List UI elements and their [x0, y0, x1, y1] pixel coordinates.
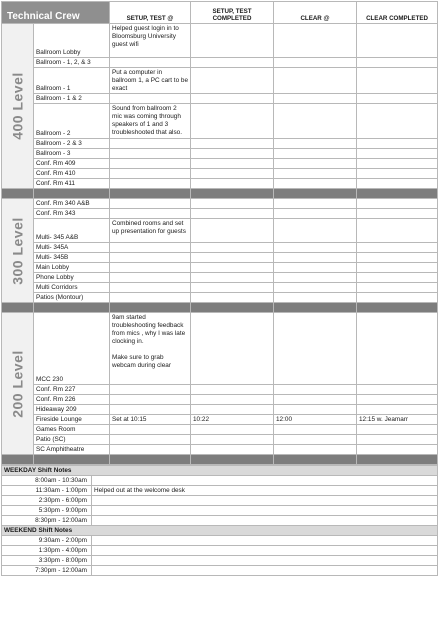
- setup-completed-cell[interactable]: [191, 293, 274, 303]
- col-header-setup-completed: SETUP, TEST COMPLETED: [191, 2, 274, 24]
- clear-completed-cell[interactable]: [357, 405, 438, 415]
- location-row: [2, 283, 438, 293]
- location-row: [2, 313, 438, 385]
- separator-cell: [2, 455, 34, 465]
- location-row: [2, 179, 438, 189]
- location-name: Conf. Rm 409: [34, 159, 110, 169]
- location-name: Conf. Rm 227: [34, 385, 110, 395]
- setup-completed-cell[interactable]: [191, 219, 274, 243]
- shift-note-cell[interactable]: [92, 476, 438, 486]
- setup-note-cell[interactable]: [110, 283, 191, 293]
- setup-note-cell[interactable]: Sound from ballroom 2 mic was coming through speakers of 1 and 3 troubleshooted that also.: [110, 104, 191, 139]
- shift-note-cell[interactable]: [92, 566, 438, 576]
- clear-cell[interactable]: [274, 94, 357, 104]
- shift-notes-table: [1, 465, 438, 576]
- setup-completed-cell[interactable]: [191, 385, 274, 395]
- clear-completed-cell[interactable]: [357, 219, 438, 243]
- location-row: [2, 385, 438, 395]
- shift-note-cell[interactable]: [92, 546, 438, 556]
- location-name: Patios (Montour): [34, 293, 110, 303]
- location-row: [2, 169, 438, 179]
- shift-row: [2, 486, 438, 496]
- clear-cell[interactable]: [274, 179, 357, 189]
- location-name: Conf. Rm 343: [34, 209, 110, 219]
- location-name: Conf. Rm 340 A&B: [34, 199, 110, 209]
- separator-cell: [110, 189, 191, 199]
- setup-completed-cell[interactable]: [191, 58, 274, 68]
- setup-completed-cell[interactable]: [191, 395, 274, 405]
- location-row: [2, 149, 438, 159]
- setup-note-cell[interactable]: [110, 149, 191, 159]
- setup-completed-cell[interactable]: [191, 445, 274, 455]
- clear-completed-cell[interactable]: [357, 435, 438, 445]
- separator-cell: [2, 189, 34, 199]
- location-name: Ballroom - 1 & 2: [34, 94, 110, 104]
- clear-completed-cell[interactable]: [357, 445, 438, 455]
- clear-cell[interactable]: [274, 199, 357, 209]
- sheet-title: Technical Crew: [2, 2, 110, 24]
- location-name: Ballroom - 1: [34, 68, 110, 94]
- setup-completed-cell[interactable]: 10:22: [191, 415, 274, 425]
- clear-completed-cell[interactable]: [357, 209, 438, 219]
- weekend-shift-title: WEEKEND Shift Notes: [2, 526, 438, 536]
- location-row: [2, 395, 438, 405]
- level-separator: [2, 189, 438, 199]
- shift-row: [2, 516, 438, 526]
- separator-cell: [274, 455, 357, 465]
- separator-cell: [2, 303, 34, 313]
- setup-note-cell[interactable]: [110, 199, 191, 209]
- clear-cell[interactable]: [274, 445, 357, 455]
- separator-cell: [357, 455, 438, 465]
- location-row: [2, 219, 438, 243]
- shift-row: [2, 566, 438, 576]
- clear-cell[interactable]: [274, 104, 357, 139]
- crew-table: [1, 1, 438, 465]
- setup-note-cell[interactable]: [110, 209, 191, 219]
- separator-cell: [357, 303, 438, 313]
- setup-note-cell[interactable]: [110, 159, 191, 169]
- clear-cell[interactable]: [274, 24, 357, 58]
- clear-completed-cell[interactable]: [357, 179, 438, 189]
- setup-note-cell[interactable]: [110, 243, 191, 253]
- shift-row: [2, 536, 438, 546]
- setup-completed-cell[interactable]: [191, 199, 274, 209]
- clear-cell[interactable]: [274, 169, 357, 179]
- clear-cell[interactable]: [274, 263, 357, 273]
- location-name: SC Amphitheatre: [34, 445, 110, 455]
- setup-note-cell[interactable]: [110, 94, 191, 104]
- clear-cell[interactable]: [274, 219, 357, 243]
- clear-cell[interactable]: [274, 293, 357, 303]
- clear-completed-cell[interactable]: [357, 24, 438, 58]
- clear-cell[interactable]: [274, 425, 357, 435]
- location-name: Main Lobby: [34, 263, 110, 273]
- header-row: [2, 2, 438, 24]
- setup-note-cell[interactable]: [110, 425, 191, 435]
- clear-cell[interactable]: [274, 385, 357, 395]
- setup-completed-cell[interactable]: [191, 243, 274, 253]
- separator-cell: [274, 303, 357, 313]
- setup-note-cell[interactable]: [110, 273, 191, 283]
- location-name: Ballroom - 1, 2, & 3: [34, 58, 110, 68]
- clear-completed-cell[interactable]: [357, 253, 438, 263]
- clear-cell[interactable]: [274, 58, 357, 68]
- clear-completed-cell[interactable]: [357, 283, 438, 293]
- location-row: [2, 159, 438, 169]
- weekday-shift-header: [2, 466, 438, 476]
- setup-note-cell[interactable]: [110, 263, 191, 273]
- setup-completed-cell[interactable]: [191, 405, 274, 415]
- clear-completed-cell[interactable]: [357, 293, 438, 303]
- location-row: [2, 293, 438, 303]
- setup-completed-cell[interactable]: [191, 313, 274, 385]
- shift-time: 2:30pm - 6:00pm: [2, 496, 92, 506]
- location-row: [2, 24, 438, 58]
- shift-note-cell[interactable]: [92, 536, 438, 546]
- level-label-cell: [2, 199, 34, 303]
- separator-cell: [34, 303, 110, 313]
- separator-cell: [191, 189, 274, 199]
- setup-note-cell[interactable]: [110, 179, 191, 189]
- separator-cell: [191, 303, 274, 313]
- clear-completed-cell[interactable]: 12:15 w. Jeamarr: [357, 415, 438, 425]
- setup-completed-cell[interactable]: [191, 425, 274, 435]
- shift-row: [2, 476, 438, 486]
- clear-cell[interactable]: [274, 405, 357, 415]
- clear-completed-cell[interactable]: [357, 68, 438, 94]
- location-row: [2, 253, 438, 263]
- location-name: Conf. Rm 226: [34, 395, 110, 405]
- level-label: 400 Level: [8, 72, 25, 140]
- location-row: [2, 139, 438, 149]
- clear-cell[interactable]: [274, 243, 357, 253]
- clear-completed-cell[interactable]: [357, 425, 438, 435]
- separator-cell: [274, 189, 357, 199]
- setup-completed-cell[interactable]: [191, 94, 274, 104]
- shift-note-cell[interactable]: [92, 496, 438, 506]
- clear-cell[interactable]: [274, 209, 357, 219]
- setup-completed-cell[interactable]: [191, 283, 274, 293]
- setup-note-cell[interactable]: [110, 385, 191, 395]
- location-name: Multi Corridors: [34, 283, 110, 293]
- shift-note-cell[interactable]: Helped out at the welcome desk: [92, 486, 438, 496]
- clear-completed-cell[interactable]: [357, 149, 438, 159]
- shift-note-cell[interactable]: [92, 506, 438, 516]
- clear-completed-cell[interactable]: [357, 94, 438, 104]
- location-row: [2, 68, 438, 94]
- clear-cell[interactable]: [274, 273, 357, 283]
- setup-completed-cell[interactable]: [191, 209, 274, 219]
- weekend-shift-header: [2, 526, 438, 536]
- separator-cell: [110, 303, 191, 313]
- setup-note-cell[interactable]: 9am started troubleshooting feedback from mics , why I was late clocking in. Make sure to grab webcam during clear: [110, 313, 191, 385]
- setup-note-cell[interactable]: [110, 169, 191, 179]
- separator-cell: [34, 189, 110, 199]
- shift-time: 3:30pm - 8:00pm: [2, 556, 92, 566]
- shift-note-cell[interactable]: [92, 556, 438, 566]
- clear-completed-cell[interactable]: [357, 263, 438, 273]
- clear-completed-cell[interactable]: [357, 385, 438, 395]
- clear-completed-cell[interactable]: [357, 313, 438, 385]
- setup-note-cell[interactable]: Helped guest login in to Bloomsburg University guest wifi: [110, 24, 191, 58]
- clear-completed-cell[interactable]: [357, 159, 438, 169]
- location-name: Conf. Rm 411: [34, 179, 110, 189]
- level-separator: [2, 455, 438, 465]
- setup-completed-cell[interactable]: [191, 263, 274, 273]
- clear-cell[interactable]: [274, 149, 357, 159]
- location-row: [2, 94, 438, 104]
- clear-cell[interactable]: [274, 313, 357, 385]
- location-name: Games Room: [34, 425, 110, 435]
- shift-row: [2, 546, 438, 556]
- location-row: [2, 273, 438, 283]
- location-row: [2, 199, 438, 209]
- setup-completed-cell[interactable]: [191, 253, 274, 263]
- shift-time: 9:30am - 2:00pm: [2, 536, 92, 546]
- clear-completed-cell[interactable]: [357, 58, 438, 68]
- location-name: Ballroom - 3: [34, 149, 110, 159]
- shift-time: 7:30pm - 12:00am: [2, 566, 92, 576]
- location-name: Phone Lobby: [34, 273, 110, 283]
- setup-note-cell[interactable]: Set at 10:15: [110, 415, 191, 425]
- setup-completed-cell[interactable]: [191, 179, 274, 189]
- location-row: [2, 58, 438, 68]
- setup-completed-cell[interactable]: [191, 159, 274, 169]
- clear-completed-cell[interactable]: [357, 395, 438, 405]
- setup-note-cell[interactable]: [110, 445, 191, 455]
- setup-completed-cell[interactable]: [191, 169, 274, 179]
- location-row: [2, 209, 438, 219]
- location-name: Multi- 345B: [34, 253, 110, 263]
- shift-row: [2, 556, 438, 566]
- location-name: Conf. Rm 410: [34, 169, 110, 179]
- shift-row: [2, 496, 438, 506]
- clear-completed-cell[interactable]: [357, 199, 438, 209]
- setup-note-cell[interactable]: Combined rooms and set up presentation for guests: [110, 219, 191, 243]
- setup-note-cell[interactable]: [110, 435, 191, 445]
- technical-crew-sheet: [1, 1, 437, 576]
- clear-cell[interactable]: [274, 68, 357, 94]
- location-row: [2, 425, 438, 435]
- clear-cell[interactable]: 12:00: [274, 415, 357, 425]
- location-row: [2, 405, 438, 415]
- col-header-clear-completed: CLEAR COMPLETED: [357, 2, 438, 24]
- clear-completed-cell[interactable]: [357, 139, 438, 149]
- setup-note-cell[interactable]: [110, 139, 191, 149]
- shift-time: 8:00am - 10:30am: [2, 476, 92, 486]
- level-label-cell: [2, 313, 34, 455]
- shift-note-cell[interactable]: [92, 516, 438, 526]
- location-name: Ballroom - 2: [34, 104, 110, 139]
- shift-row: [2, 506, 438, 516]
- setup-note-cell[interactable]: [110, 405, 191, 415]
- clear-cell[interactable]: [274, 283, 357, 293]
- col-header-clear: CLEAR @: [274, 2, 357, 24]
- location-name: Multi- 345 A&B: [34, 219, 110, 243]
- location-name: Patio (SC): [34, 435, 110, 445]
- setup-note-cell[interactable]: [110, 253, 191, 263]
- clear-cell[interactable]: [274, 395, 357, 405]
- clear-completed-cell[interactable]: [357, 243, 438, 253]
- setup-completed-cell[interactable]: [191, 104, 274, 139]
- weekday-shift-title: WEEKDAY Shift Notes: [2, 466, 438, 476]
- clear-cell[interactable]: [274, 253, 357, 263]
- location-row: [2, 104, 438, 139]
- location-name: MCC 230: [34, 313, 110, 385]
- separator-cell: [34, 455, 110, 465]
- setup-completed-cell[interactable]: [191, 149, 274, 159]
- clear-completed-cell[interactable]: [357, 169, 438, 179]
- separator-cell: [110, 455, 191, 465]
- setup-completed-cell[interactable]: [191, 68, 274, 94]
- setup-completed-cell[interactable]: [191, 435, 274, 445]
- level-label-cell: [2, 24, 34, 189]
- clear-completed-cell[interactable]: [357, 273, 438, 283]
- shift-time: 1:30pm - 4:00pm: [2, 546, 92, 556]
- clear-cell[interactable]: [274, 159, 357, 169]
- setup-completed-cell[interactable]: [191, 139, 274, 149]
- location-name: Fireside Lounge: [34, 415, 110, 425]
- level-label: 200 Level: [8, 349, 25, 418]
- clear-completed-cell[interactable]: [357, 104, 438, 139]
- location-name: Ballroom - 2 & 3: [34, 139, 110, 149]
- level-label: 300 Level: [8, 216, 25, 285]
- location-row: [2, 435, 438, 445]
- col-header-setup: SETUP, TEST @: [110, 2, 191, 24]
- separator-cell: [357, 189, 438, 199]
- setup-note-cell[interactable]: [110, 58, 191, 68]
- clear-cell[interactable]: [274, 139, 357, 149]
- location-name: Ballroom Lobby: [34, 24, 110, 58]
- separator-cell: [191, 455, 274, 465]
- location-name: Hideaway 209: [34, 405, 110, 415]
- location-row: [2, 445, 438, 455]
- setup-completed-cell[interactable]: [191, 24, 274, 58]
- shift-time: 5:30pm - 9:00pm: [2, 506, 92, 516]
- clear-cell[interactable]: [274, 435, 357, 445]
- level-separator: [2, 303, 438, 313]
- shift-time: 11:30am - 1:00pm: [2, 486, 92, 496]
- location-name: Multi- 345A: [34, 243, 110, 253]
- location-row: [2, 263, 438, 273]
- location-row: [2, 415, 438, 425]
- location-row: [2, 243, 438, 253]
- shift-time: 8:30pm - 12:00am: [2, 516, 92, 526]
- setup-completed-cell[interactable]: [191, 273, 274, 283]
- setup-note-cell[interactable]: [110, 395, 191, 405]
- setup-note-cell[interactable]: [110, 293, 191, 303]
- setup-note-cell[interactable]: Put a computer in ballroom 1, a PC cart to be exact: [110, 68, 191, 94]
